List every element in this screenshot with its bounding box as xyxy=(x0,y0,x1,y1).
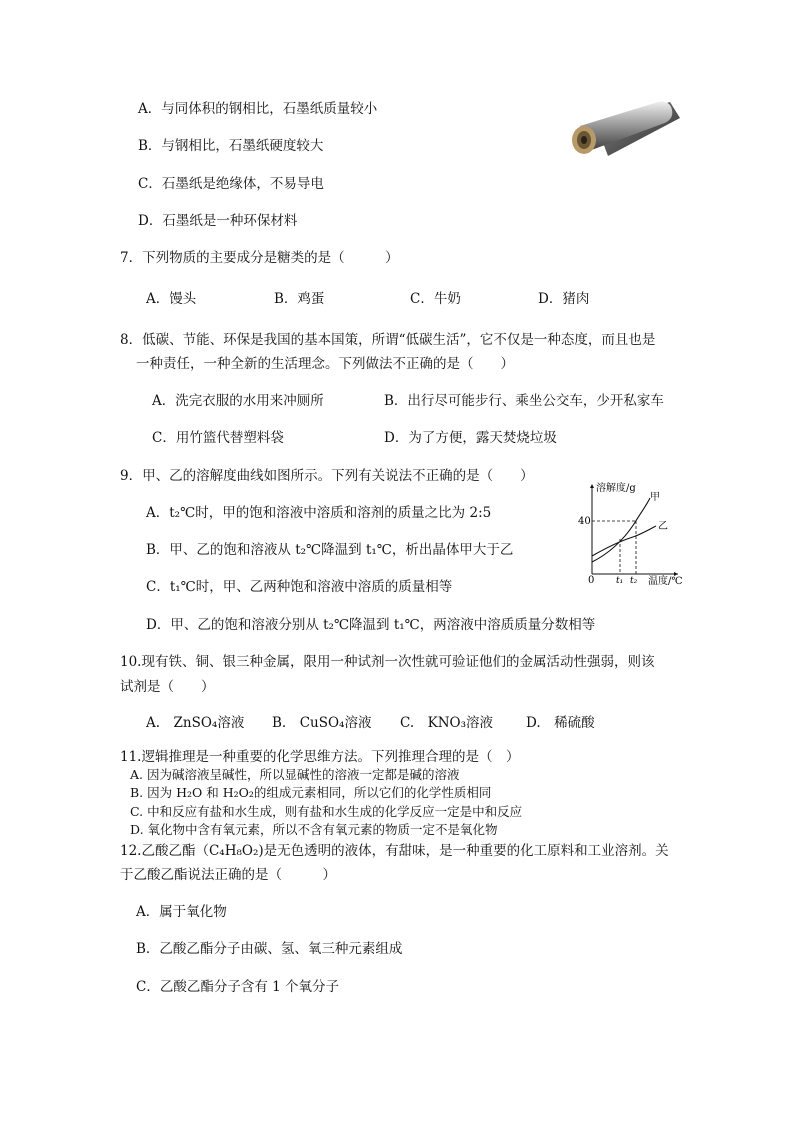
q7-option-d: D．猪肉 xyxy=(538,291,590,307)
q7-stem: 7．下列物质的主要成分是糖类的是（ ） xyxy=(120,250,399,266)
q9-option-b: B．甲、乙的饱和溶液从 t₂℃降温到 t₁℃，析出晶体甲大于乙 xyxy=(146,542,514,558)
q11-stem: 11.逻辑推理是一种重要的化学思维方法。下列推理合理的是（ ） xyxy=(120,749,520,765)
q12-option-c: C．乙酸乙酯分子含有 1 个氧分子 xyxy=(136,979,340,995)
curve-yi xyxy=(592,526,656,556)
graphite-paper-roll-image xyxy=(566,96,684,166)
q9-option-a: A．t₂℃时，甲的饱和溶液中溶质和溶剂的质量之比为 2:5 xyxy=(146,505,492,521)
solubility-curve-figure xyxy=(578,476,688,586)
q6-option-b: B．与钢相比，石墨纸硬度较大 xyxy=(138,138,324,154)
q12-stem-line2: 于乙酸乙酯说法正确的是（ ） xyxy=(120,867,336,883)
q11-option-a: A. 因为碱溶液呈碱性，所以显碱性的溶液一定都是碱的溶液 xyxy=(130,767,460,782)
q10-option-a: A. ZnSO₄溶液 xyxy=(146,715,245,731)
y-tick-40: 40 xyxy=(578,516,591,527)
x-axis-label: 温度/℃ xyxy=(648,576,683,586)
curve-yi-label: 乙 xyxy=(658,521,668,532)
curve-jia-label: 甲 xyxy=(650,492,660,503)
q9-stem: 9．甲、乙的溶解度曲线如图所示。下列有关说法不正确的是（ ） xyxy=(120,468,534,484)
q10-option-d: D. 稀硫酸 xyxy=(526,715,595,731)
q7-option-a: A．馒头 xyxy=(146,291,197,307)
q12-option-a: A．属于氧化物 xyxy=(136,904,227,920)
q7-option-b: B．鸡蛋 xyxy=(274,291,325,307)
q7-option-c: C．牛奶 xyxy=(410,291,461,307)
q12-option-b: B．乙酸乙酯分子由碳、氢、氧三种元素组成 xyxy=(136,941,403,957)
q6-option-d: D．石墨纸是一种环保材料 xyxy=(138,213,298,229)
q6-option-a: A．与同体积的钢相比，石墨纸质量较小 xyxy=(138,101,378,117)
q6-option-c: C．石墨纸是绝缘体，不易导电 xyxy=(138,176,324,192)
q8-stem-line1: 8．低碳、节能、环保是我国的基本国策，所谓“低碳生活”，它不仅是一种态度，而且也是 xyxy=(120,332,656,348)
origin-label: 0 xyxy=(588,575,595,586)
q8-option-a: A．洗完衣服的水用来冲厕所 xyxy=(152,393,324,409)
q9-option-d: D．甲、乙的饱和溶液分别从 t₂℃降温到 t₁℃，两溶液中溶质质量分数相等 xyxy=(146,617,596,633)
t1-label: t₁ xyxy=(616,576,624,586)
curve-jia xyxy=(592,498,650,562)
q9-option-c: C．t₁℃时，甲、乙两种饱和溶液中溶质的质量相等 xyxy=(146,579,453,595)
q8-option-d: D．为了方便，露天焚烧垃圾 xyxy=(384,430,557,446)
q8-option-c: C．用竹篮代替塑料袋 xyxy=(152,430,284,446)
y-axis-label: 溶解度/g xyxy=(596,483,636,494)
q10-option-b: B. CuSO₄溶液 xyxy=(272,715,372,731)
q8-stem-line2: 一种责任，一种全新的生活理念。下列做法不正确的是（ ） xyxy=(136,356,514,372)
q10-option-c: C. KNO₃溶液 xyxy=(400,715,494,731)
q12-stem-line1: 12.乙酸乙酯（C₄H₈O₂)是无色透明的液体，有甜味，是一种重要的化工原料和工业溶剂。关 xyxy=(120,843,669,859)
q8-option-b: B．出行尽可能步行、乘坐公交车，少开私家车 xyxy=(384,393,664,409)
q11-option-b: B. 因为 H₂O 和 H₂O₂的组成元素相同，所以它们的化学性质相同 xyxy=(130,785,492,800)
q10-stem-line1: 10.现有铁、铜、银三种金属，限用一种试剂一次性就可验证他们的金属活动性强弱，则该 xyxy=(120,654,655,670)
q10-stem-line2: 试剂是（ ） xyxy=(120,679,215,695)
q11-option-d: D. 氧化物中含有氧元素，所以不含有氧元素的物质一定不是氧化物 xyxy=(130,822,498,837)
q11-option-c: C. 中和反应有盐和水生成，则有盐和水生成的化学反应一定是中和反应 xyxy=(130,804,523,819)
t2-label: t₂ xyxy=(630,576,638,586)
